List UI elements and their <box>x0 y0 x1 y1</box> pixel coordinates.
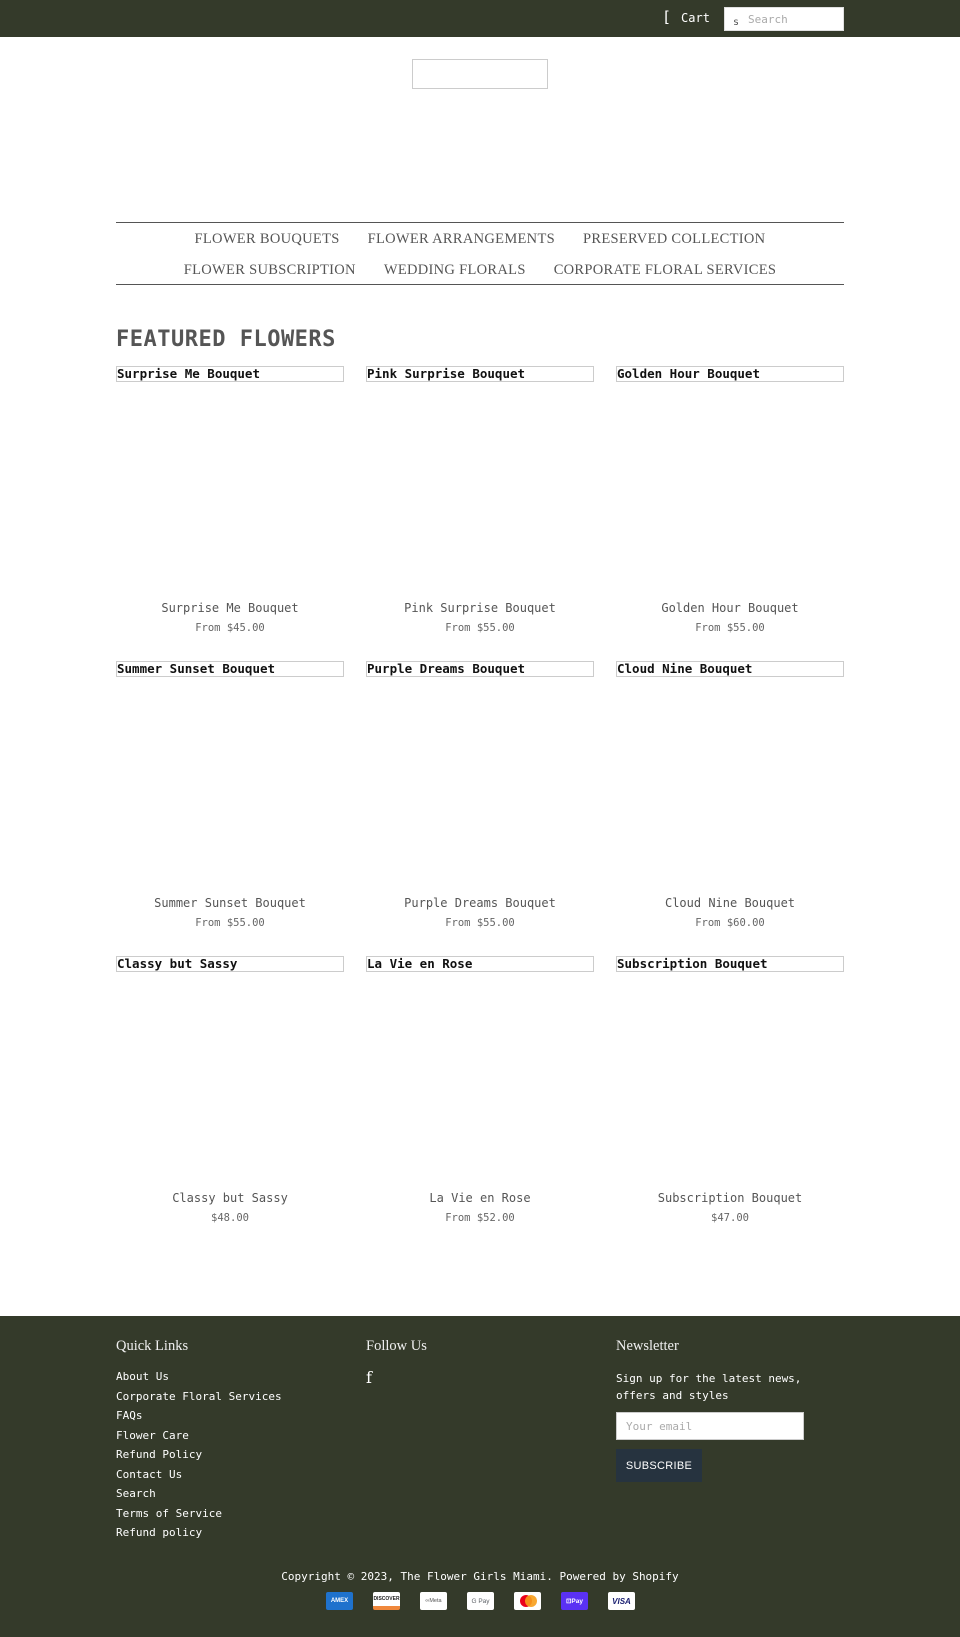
product-card[interactable] <box>616 366 844 636</box>
quick-links-title: Quick Links <box>116 1338 189 1354</box>
shop-pay-icon: ⊡Pay <box>561 1592 588 1610</box>
copyright-separator: . <box>546 1570 560 1583</box>
product-image-alt: Golden Hour Bouquet <box>617 366 760 381</box>
visa-icon: VISA <box>608 1592 635 1610</box>
product-card[interactable] <box>116 661 344 931</box>
product-image-alt: Classy but Sassy <box>117 956 238 971</box>
product-image[interactable] <box>116 661 344 677</box>
store-name-link[interactable]: The Flower Girls Miami <box>400 1570 547 1583</box>
product-title[interactable]: Classy but Sassy <box>172 1191 288 1205</box>
cart-link[interactable] <box>662 10 710 25</box>
product-image[interactable] <box>116 366 344 382</box>
amex-icon: AMEX <box>326 1592 353 1610</box>
nav-item-flower-subscription[interactable]: FLOWER SUBSCRIPTION <box>183 262 356 278</box>
product-card[interactable] <box>366 366 594 636</box>
facebook-icon[interactable]: f <box>366 1368 372 1387</box>
product-price: From $55.00 <box>695 622 765 634</box>
product-image[interactable] <box>116 956 344 972</box>
product-title[interactable]: Summer Sunset Bouquet <box>154 896 306 910</box>
product-price: From $52.00 <box>445 1212 515 1224</box>
discover-icon: DISCOVER <box>373 1592 400 1610</box>
product-image[interactable] <box>616 956 844 972</box>
product-price: From $60.00 <box>695 917 765 929</box>
search-box <box>724 7 844 31</box>
footer-link-faqs[interactable]: FAQs <box>116 1409 143 1422</box>
product-card[interactable] <box>116 956 344 1226</box>
product-title[interactable]: Pink Surprise Bouquet <box>404 601 556 615</box>
follow-us-title: Follow Us <box>366 1338 427 1354</box>
newsletter-text: Sign up for the latest news, offers and styles <box>616 1372 802 1402</box>
store-logo[interactable] <box>412 59 548 89</box>
site-footer <box>0 1316 960 1637</box>
product-image[interactable] <box>366 661 594 677</box>
nav-row-1 <box>116 231 844 248</box>
product-title[interactable]: Cloud Nine Bouquet <box>664 896 796 910</box>
copyright-prefix: Copyright © 2023, <box>281 1570 401 1583</box>
nav-item-preserved-collection[interactable]: PRESERVED COLLECTION <box>582 231 766 247</box>
product-card[interactable] <box>616 956 844 1226</box>
product-image-alt: Subscription Bouquet <box>617 956 768 971</box>
nav-item-flower-arrangements[interactable]: FLOWER ARRANGEMENTS <box>367 231 555 247</box>
product-card[interactable] <box>366 661 594 931</box>
subscribe-button[interactable]: SUBSCRIBE <box>616 1449 702 1482</box>
mastercard-icon <box>514 1592 541 1610</box>
main-nav <box>116 222 844 285</box>
product-title[interactable]: La Vie en Rose <box>429 1191 531 1205</box>
product-price: From $55.00 <box>445 917 515 929</box>
footer-link-refund-policy[interactable]: Refund Policy <box>116 1448 203 1461</box>
product-image-alt: La Vie en Rose <box>367 956 473 971</box>
top-bar <box>0 0 960 37</box>
footer-link-about-us[interactable]: About Us <box>116 1370 169 1383</box>
product-price: $47.00 <box>711 1212 749 1224</box>
section-title: FEATURED FLOWERS <box>116 327 336 352</box>
cart-icon: [ <box>662 8 672 26</box>
product-image-alt: Purple Dreams Bouquet <box>367 661 526 676</box>
newsletter-title: Newsletter <box>616 1338 679 1354</box>
product-price: From $55.00 <box>195 917 265 929</box>
product-price: $48.00 <box>211 1212 249 1224</box>
nav-item-corporate-floral-services[interactable]: CORPORATE FLORAL SERVICES <box>553 262 777 278</box>
google-pay-icon: G Pay <box>467 1592 494 1610</box>
meta-pay-icon: ∞Meta <box>420 1592 447 1610</box>
product-image[interactable] <box>366 956 594 972</box>
product-card[interactable] <box>616 661 844 931</box>
product-image-alt: Cloud Nine Bouquet <box>617 661 753 676</box>
footer-link-terms-of-service[interactable]: Terms of Service <box>116 1506 222 1520</box>
footer-link-refund-policy-2[interactable]: Refund policy <box>116 1526 203 1539</box>
footer-link-contact-us[interactable]: Contact Us <box>116 1467 183 1481</box>
product-image[interactable] <box>616 366 844 382</box>
product-title[interactable]: Subscription Bouquet <box>657 1191 803 1205</box>
product-price: From $45.00 <box>195 622 265 634</box>
nav-row-2 <box>116 262 844 279</box>
product-price: From $55.00 <box>445 622 515 634</box>
cart-label: Cart <box>681 10 710 25</box>
payment-icons <box>326 1592 635 1610</box>
email-field[interactable] <box>616 1412 804 1440</box>
product-image[interactable] <box>366 366 594 382</box>
product-title[interactable]: Purple Dreams Bouquet <box>404 896 556 910</box>
nav-item-wedding-florals[interactable]: WEDDING FLORALS <box>383 262 526 278</box>
nav-item-flower-bouquets[interactable]: FLOWER BOUQUETS <box>194 231 340 247</box>
footer-link-corporate-floral-services[interactable]: Corporate Floral Services <box>116 1389 282 1403</box>
powered-by-link[interactable]: Powered by Shopify <box>559 1570 679 1583</box>
product-title[interactable]: Surprise Me Bouquet <box>161 601 299 615</box>
footer-link-flower-care[interactable]: Flower Care <box>116 1428 189 1442</box>
footer-link-search[interactable]: Search <box>116 1487 156 1500</box>
search-icon[interactable]: s <box>733 17 740 28</box>
search-input[interactable] <box>748 10 840 28</box>
product-image-alt: Pink Surprise Bouquet <box>367 366 526 381</box>
product-card[interactable] <box>116 366 344 636</box>
copyright <box>0 1570 960 1583</box>
product-image-alt: Summer Sunset Bouquet <box>117 661 276 676</box>
product-image[interactable] <box>616 661 844 677</box>
product-card[interactable] <box>366 956 594 1226</box>
product-image-alt: Surprise Me Bouquet <box>117 366 260 381</box>
product-title[interactable]: Golden Hour Bouquet <box>661 601 799 615</box>
